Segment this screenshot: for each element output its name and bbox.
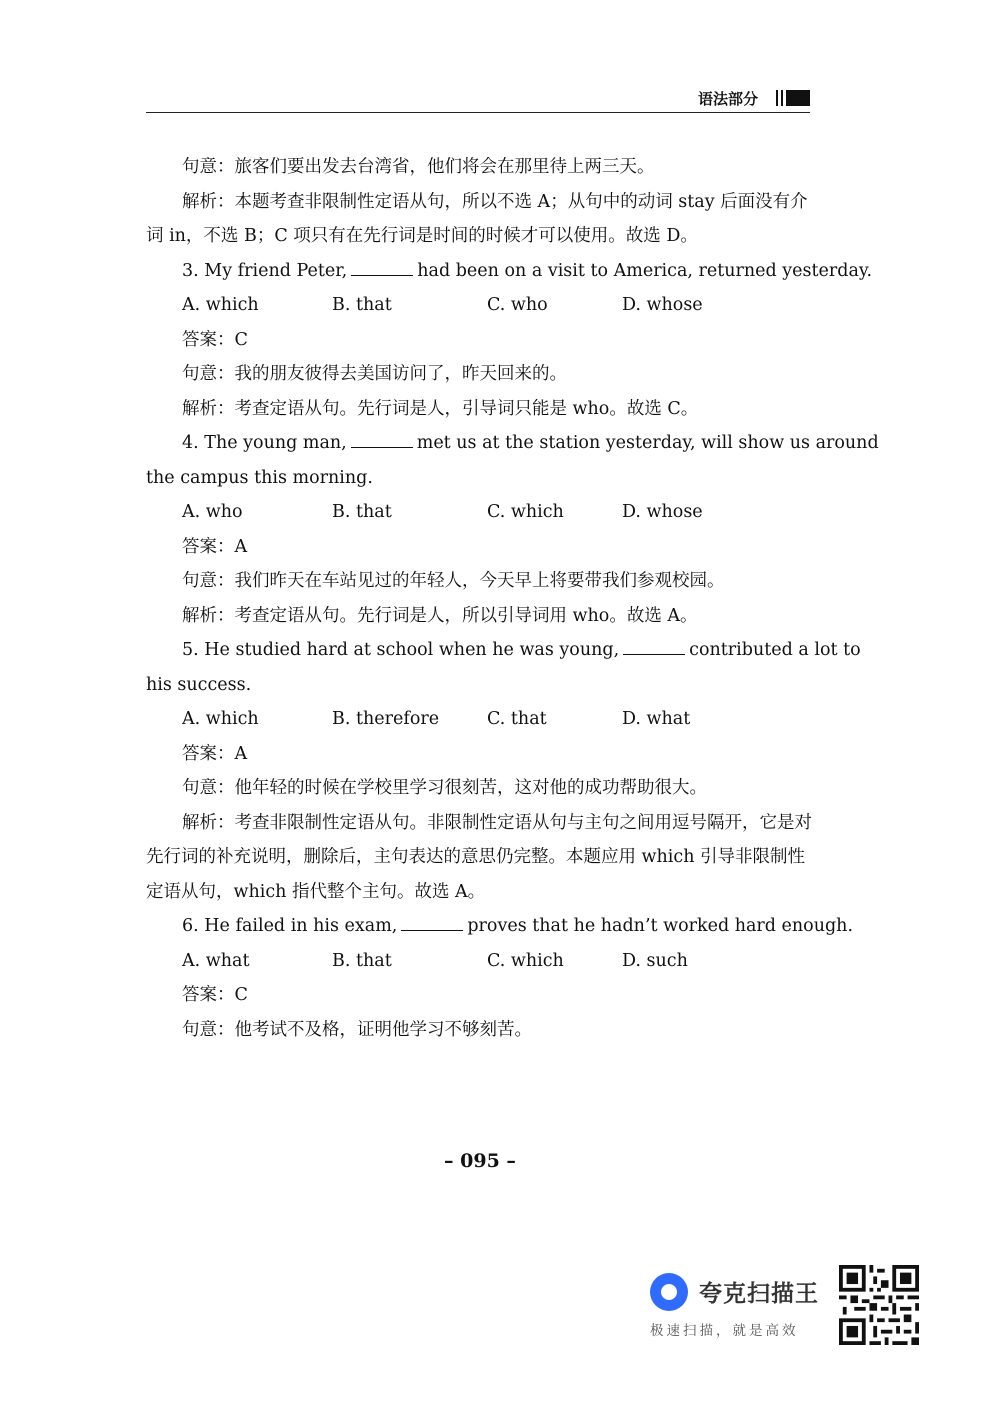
question-5-meaning: 句意：他年轻的时候在学校里学习很刻苦，这对他的成功帮助很大。 bbox=[182, 778, 707, 798]
question-5-answer: 答案：A bbox=[182, 743, 248, 764]
option-d: D. what bbox=[622, 709, 691, 729]
option-a: A. what bbox=[182, 950, 250, 971]
question-3-options bbox=[146, 288, 814, 323]
stem-before: My friend Peter, bbox=[204, 260, 348, 281]
qr-code-icon bbox=[838, 1265, 920, 1345]
question-3-stem bbox=[146, 254, 873, 289]
question-number: 5. bbox=[182, 640, 199, 660]
q2-meaning: 句意：旅客们要出发去台湾省，他们将会在那里待上两三天。 bbox=[182, 157, 655, 177]
scanner-watermark bbox=[645, 1265, 925, 1345]
question-6-answer: 答案：C bbox=[182, 985, 248, 1005]
question-6-meaning: 句意：他考试不及格，证明他学习不够刻苦。 bbox=[182, 1019, 532, 1040]
question-4-stem-continued: the campus this morning. bbox=[146, 467, 373, 488]
stem-before: The young man, bbox=[204, 433, 347, 453]
watermark-slogan: 极速扫描，就是高效 bbox=[650, 1323, 799, 1339]
question-6-options bbox=[146, 944, 814, 979]
option-d: D. such bbox=[622, 950, 688, 971]
watermark-app-name: 夸克扫描王 bbox=[699, 1281, 819, 1307]
option-b: B. therefore bbox=[332, 709, 440, 729]
question-4-stem bbox=[146, 426, 879, 461]
page-header bbox=[146, 84, 810, 113]
question-number: 3. bbox=[182, 260, 199, 281]
answer-blank bbox=[623, 640, 685, 655]
question-number: 4. bbox=[182, 433, 199, 453]
question-number: 6. bbox=[182, 916, 199, 936]
option-c: C. which bbox=[487, 950, 564, 971]
question-4-options bbox=[146, 495, 814, 530]
section-title: 语法部分 bbox=[697, 90, 758, 108]
option-d: D. whose bbox=[622, 502, 703, 522]
question-3-analysis: 解析：考查定语从句。先行词是人，引导词只能是 who。故选 C。 bbox=[182, 398, 699, 419]
question-5-options bbox=[146, 702, 814, 737]
answer-blank bbox=[401, 916, 463, 931]
option-b: B. that bbox=[332, 950, 392, 971]
header-bar-icon bbox=[773, 90, 810, 106]
option-c: C. that bbox=[487, 709, 547, 729]
option-d: D. whose bbox=[622, 295, 703, 315]
stem-after: met us at the station yesterday, will show us around bbox=[416, 433, 879, 453]
q2-analysis: 解析：本题考查非限制性定语从句，所以不选 A；从句中的动词 stay 后面没有介词 in，不选 B；C 项只有在先行词是时间的时候才可以使用。故选 D。 bbox=[146, 191, 808, 246]
answer-blank bbox=[351, 261, 413, 276]
question-4-meaning: 句意：我们昨天在车站见过的年轻人，今天早上将要带我们参观校园。 bbox=[182, 571, 725, 591]
option-b: B. that bbox=[332, 295, 392, 315]
option-c: C. which bbox=[487, 502, 564, 522]
stem-before: He studied hard at school when he was young, bbox=[204, 640, 620, 660]
stem-after: had been on a visit to America, returned yesterday. bbox=[417, 260, 873, 281]
option-a: A. who bbox=[182, 502, 243, 522]
question-5-stem-continued: his success. bbox=[146, 674, 252, 695]
question-5-analysis: 解析：考查非限制性定语从句。非限制性定语从句与主句之间用逗号隔开，它是对先行词的补充说明，删除后，主句表达的意思仍完整。本题应用 which 引导非限制性定语从句，which 指代整个主句。故选 A。 bbox=[146, 812, 812, 902]
question-4-answer: 答案：A bbox=[182, 536, 248, 557]
option-a: A. which bbox=[182, 709, 259, 729]
option-c: C. who bbox=[487, 295, 548, 315]
answer-blank bbox=[351, 433, 413, 448]
option-a: A. which bbox=[182, 295, 259, 315]
stem-after: proves that he hadn’t worked hard enough. bbox=[467, 916, 854, 936]
question-6-stem bbox=[146, 909, 854, 944]
page-number: – 095 – bbox=[444, 1150, 516, 1172]
stem-after: contributed a lot to bbox=[689, 640, 861, 660]
question-5-stem bbox=[146, 633, 861, 668]
option-b: B. that bbox=[332, 502, 392, 522]
page-content bbox=[146, 150, 879, 1047]
quark-logo-icon bbox=[650, 1273, 688, 1311]
question-3-meaning: 句意：我的朋友彼得去美国访问了，昨天回来的。 bbox=[182, 364, 567, 384]
stem-before: He failed in his exam, bbox=[204, 916, 398, 936]
question-3-answer: 答案：C bbox=[182, 329, 248, 350]
question-4-analysis: 解析：考查定语从句。先行词是人，所以引导词用 who。故选 A。 bbox=[182, 605, 698, 626]
